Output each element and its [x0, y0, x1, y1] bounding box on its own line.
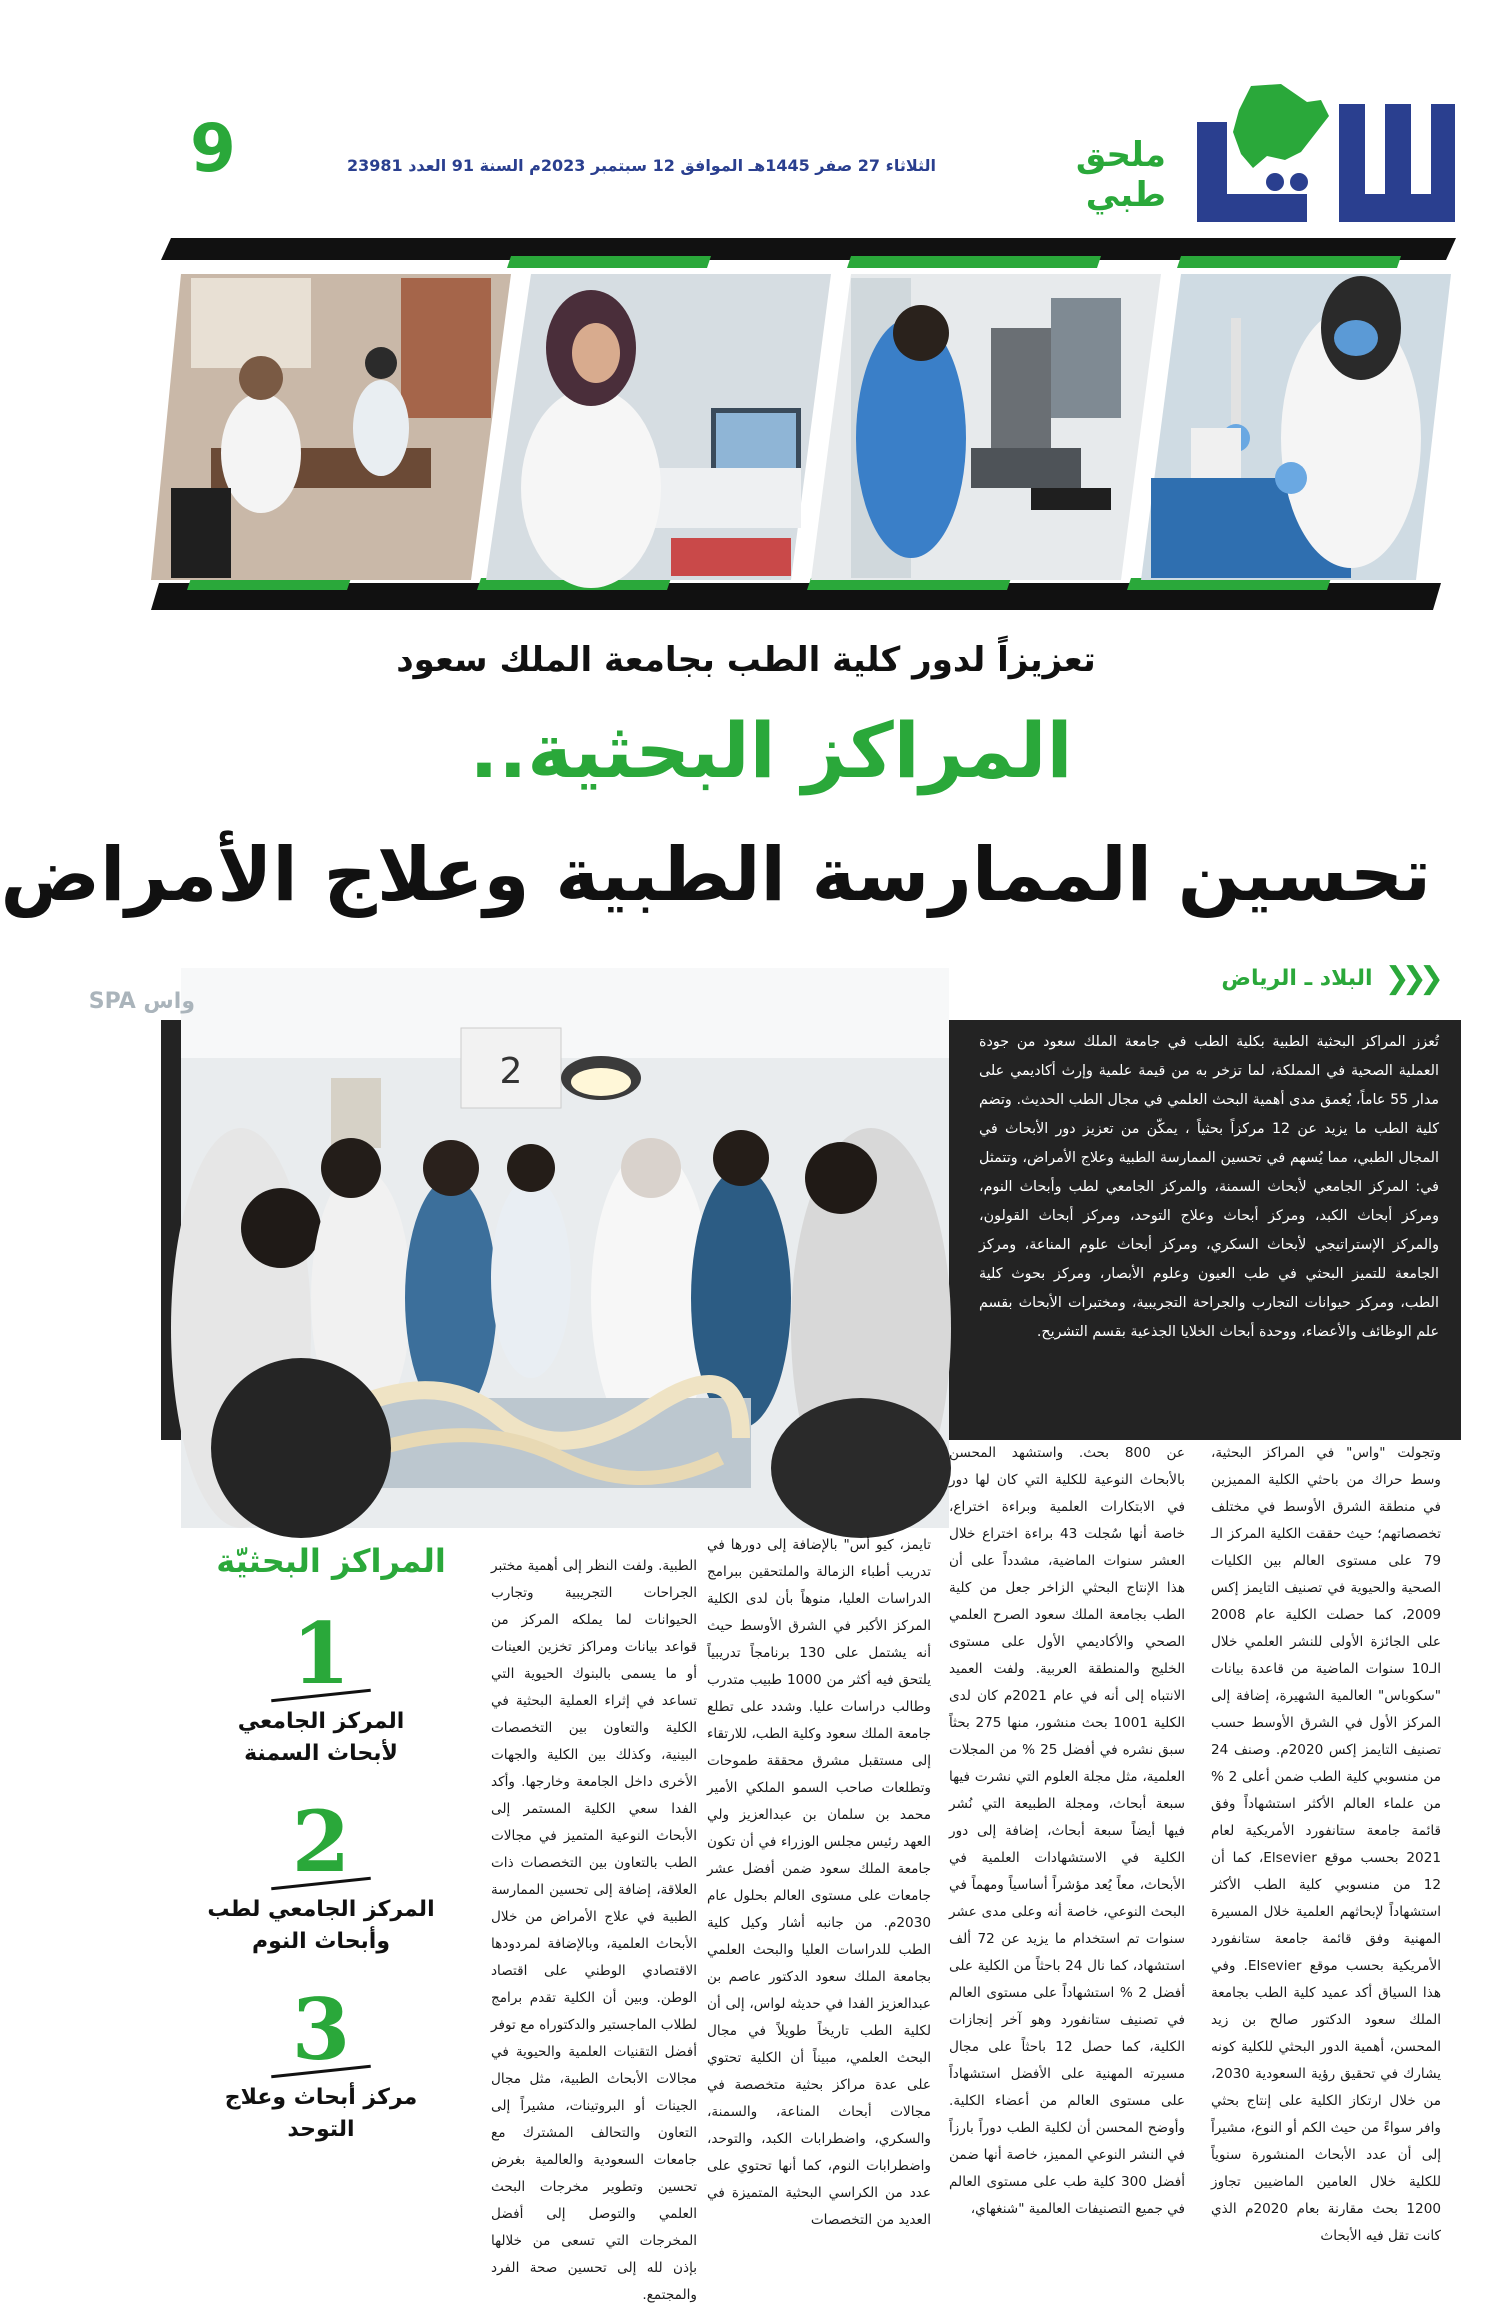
article-column-4: الطبية. ولفت النظر إلى أهمية مختبر الجراحات التجريبية وتجارب الحيوانات لما يملكه المركز من قواعد بيانات ومراكز تخزين العينات أو ما يسمى بالبنوك الحيوية التي تساعد في إثراء العملية البحثية في الكلية والتعاون بين التخصصات البينية، وكذلك بين الكلية والجهات الأخرى داخل الجامعة وخارجها. وأكد الفدا سعي الكلية المستمر إلى الأبحاث النوعية المتميز في مجالات الطب بالتعاون بين التخصصات ذات العلاقة، إضافة إلى تحسين الممارسة الطبية في علاج الأمراض من خلال الأبحاث العلمية، وبالإضافة لمردودها الاقتصادي الوطني على اقتصاد الوطن. وبين أن الكلية تقدم برامج لطلاب الماجستير والدكتوراه مع توفر أفضل التقنيات العلمية والحيوية في مجالات الأبحاث الطبية، مثل مجال الجينات أو البروتينات، مشيراً إلى التعاون والتحالف المشترك مع جامعات السعودية والعالمية بغرض تحسين وتطوير مخرجات البحث العلمي والتوصل إلى أفضل المخرجات التي تسعى من خلالها بإذن لله إلى تحسين صحة الفرد والمجتمع. — [491, 1558, 697, 2303]
saudi-map-icon — [1233, 84, 1329, 168]
strip-photo-researcher — [486, 274, 831, 588]
svg-text:2: 2 — [499, 1051, 523, 1092]
strip-photo-microscope — [811, 274, 1161, 580]
byline — [1091, 960, 1436, 996]
photo-strip — [151, 238, 1456, 610]
article-column-1: وتجولت "واس" في المراكز البحثية، وسط حراك من باحثي الكلية المميزين في منطقة الشرق الأوسط في مختلف تخصصاتهم؛ حيث حققت الكلية المركز الـ 79 على مستوى العالم بين الكليات الصحية والحيوية في تصنيف التايمز إكس 2009، كما حصلت الكلية عام 2008 على الجائزة الأولى للنشر العلمي خلال الـ10 سنوات الماضية من قاعدة بيانات "سكوباس" العالمية الشهيرة، إضافة إلى المركز الأول في الشرق الأوسط حسب تصنيف التايمز إكس 2020م. وصنف 24 من منسوبي كلية الطب ضمن أعلى 2 % من علماء العالم الأكثر استشهاداً وفق قائمة جامعة ستانفورد الأمريكية لعام 2021 بحسب موقع Elsevier، كما أن 12 من منسوبي كلية الطب الأكثر استشهاداً لإبحاثهم العلمية خلال المسيرة المهنية وفق قائمة جامعة ستانفورد الأمريكية بحسب موقع Elsevier. وفي هذا السياق أكد عميد كلية الطب بجامعة الملك سعود الدكتور صالح بن زيد المحسن، أهمية الدور البحثي للكلية كونه يشارك في تحقيق رؤية السعودية 2030، من خلال ارتكاز الكلية على إنتاج بحثي وافر سواءً من حيث الكم أو النوع، مشيراً إلى أن عدد الأبحاث المنشورة سنوياً للكلية خلال العامين الماضيين تجاوز 1200 بحث مقارنة بعام 2020م الذي كانت تقل فيه الأبحاث — [1211, 1445, 1441, 2244]
page-number: 9 — [190, 110, 236, 187]
headline-main-green: المراكز البحثية.. — [469, 706, 1073, 795]
supplement-label: ملحق طبي — [1075, 135, 1166, 215]
issue-dateline: الثلاثاء 27 صفر 1445هـ الموافق 12 سبتمبر 2023م السنة 91 العدد 23981 — [346, 156, 936, 175]
sidebar-number-2: 2 — [291, 1792, 351, 1891]
spa-watermark: واس SPA — [88, 989, 195, 1014]
article-lead: تُعزز المراكز البحثية الطبية بكلية الطب في جامعة الملك سعود من جودة العملية الصحية في المملكة، لما تزخر به من قيمة علمية وإرث أكاديمي على مدار 55 عاماً، يُعمق مدى أهمية البحث العلمي في مجال الطب الحديث. وتضم كلية الطب ما يزيد عن 12 مركزاً بحثياً ، يمكّن من تعزيز دور الأبحاث في المجال الطبي، مما يُسهم في تحسين الممارسة الطبية وعلاج الأمراض، وتتمثل في: المركز الجامعي لأبحاث السمنة، والمركز الجامعي لطب وأبحاث النوم، ومركز أبحاث الكبد، ومركز أبحاث وعلاج التوحد، ومركز أبحاث القولون، والمركز الإستراتيجي لأبحاث السكري، ومركز أبحاث علوم المناعة، ومركز الجامعة للتميز البحثي في طب العيون وعلوم الأبصار، ومركز بحوث كلية الطب، ومركز حيوانات التجارب والجراحة التجريبية، ومختبرات الأبحاث بقسم علم الوظائف والأعضاء، ووحدة أبحاث الخلايا الجذعية بقسم التشريح. — [979, 1034, 1439, 1340]
sidebar-item-name-2: المركز الجامعي لطب وأبحاث النوم — [207, 1897, 435, 1954]
sidebar-item-name-3: مركز أبحاث وعلاج التوحد — [224, 2085, 418, 2142]
article-column-2: عن 800 بحث. واستشهد المحسن بالأبحاث النوعية للكلية التي كان لها دور في الابتكارات العلمية وبراءة اختراع، خاصة أنها سُجلت 43 براءة اختراع خلال العشر سنوات الماضية، مشدداً على أن هذا الإنتاج البحثي الزاخر جعل من كلية الطب بجامعة الملك سعود الصرح العلمي الصحي والأكاديمي الأول على مستوى الخليج والمنطقة العربية. ولفت العميد الانتباه إلى أنه في عام 2021م كان لدى الكلية 1001 بحث منشور، منها 275 بحثاً سبق نشره في أفضل 25 % من المجلات العلمية، مثل مجلة العلوم التي نشرت فيها سبعة أبحاث، ومجلة الطبيعة التي نُشر فيها أيضاً سبعة أبحاث، إضافة إلى دور الكلية في الاستشهادات العلمية في الأبحاث، معاً يُعد مؤشراً أساسياً ومهماً في البحث النوعي، خاصة أنه وعلى مدى عشر سنوات تم استخدام ما يزيد عن 72 ألف استشهاد، كما نال 24 باحثاً من الكلية على أفضل 2 % استشهاداً على مستوى العالم في تصنيف ستانفورد وهو آخر إنجازات الكلية، كما حصل 12 باحثاً على مجال مسيرته المهنية على الأفضل استشهاداً على مستوى العالم من أعضاء الكلية. وأوضح المحسن أن لكلية الطب دوراً بارزاً في النشر النوعي المميز، خاصة أنها ضمن أفضل 300 كلية طب على مستوى العالم في جميع التصنيفات العالمية "شنغهاي، — [949, 1445, 1186, 2217]
sidebar-number-1: 1 — [291, 1604, 351, 1703]
main-photo-anatomy-class — [88, 968, 949, 1528]
albilad-logo — [1189, 82, 1461, 232]
sidebar-number-3: 3 — [291, 1980, 351, 2079]
headline-main-black: تحسين الممارسة الطبية وعلاج الأمراض — [0, 832, 1431, 918]
strip-photo-clinic — [151, 274, 511, 580]
sidebar-title: المراكز البحثيّة — [216, 1542, 446, 1580]
byline-text: البلاد ـ الرياض — [1221, 965, 1373, 991]
article-column-3: تايمز، كيو أس" بالإضافة إلى دورها في تدريب أطباء الزمالة والملتحقين ببرامج الدراسات العليا، منوهاً بأن لدى الكلية المركز الأكبر في الشرق الأوسط حيث أنه يشتمل على 130 برنامجاً تدريبياً يلتحق فيه أكثر من 1000 طبيب متدرب وطالب دراسات عليا. وشدد على تطلع جامعة الملك سعود وكلية الطب، للارتقاء إلى مستقبل مشرق محققة طموحات وتطلعات صاحب السمو الملكي الأمير محمد بن سلمان بن عبدالعزيز ولي العهد رئيس مجلس الوزراء في أن تكون جامعة الملك سعود ضمن أفضل عشر جامعات على مستوى العالم بحلول عام 2030م. من جانبه أشار وكيل كلية الطب للدراسات العليا والبحث العلمي بجامعة الملك سعود الدكتور عاصم بن عبدالعزيز الفدا في حديثه لواس، إلى أن لكلية الطب تاريخاً طويلاً في مجال البحث العلمي، مبيناً أن الكلية تحتوي على عدة مراكز بحثية متخصصة في مجالات أبحاث المناعة، والسمنة، والسكري، واضطرابات الكبد، والتوحد، واضطرابات النوم، كما أنها تحتوي على عدد من الكراسي البحثية المتميزة في العديد من التخصصات — [707, 1537, 931, 2228]
chevron-left-icon: ❮❮❮ — [1384, 960, 1436, 996]
strip-photo-pipette — [1141, 274, 1451, 580]
sidebar-item-name-1: المركز الجامعي لأبحاث السمنة — [237, 1709, 405, 1766]
headline-kicker: تعزيزاً لدور كلية الطب بجامعة الملك سعود — [396, 640, 1096, 680]
